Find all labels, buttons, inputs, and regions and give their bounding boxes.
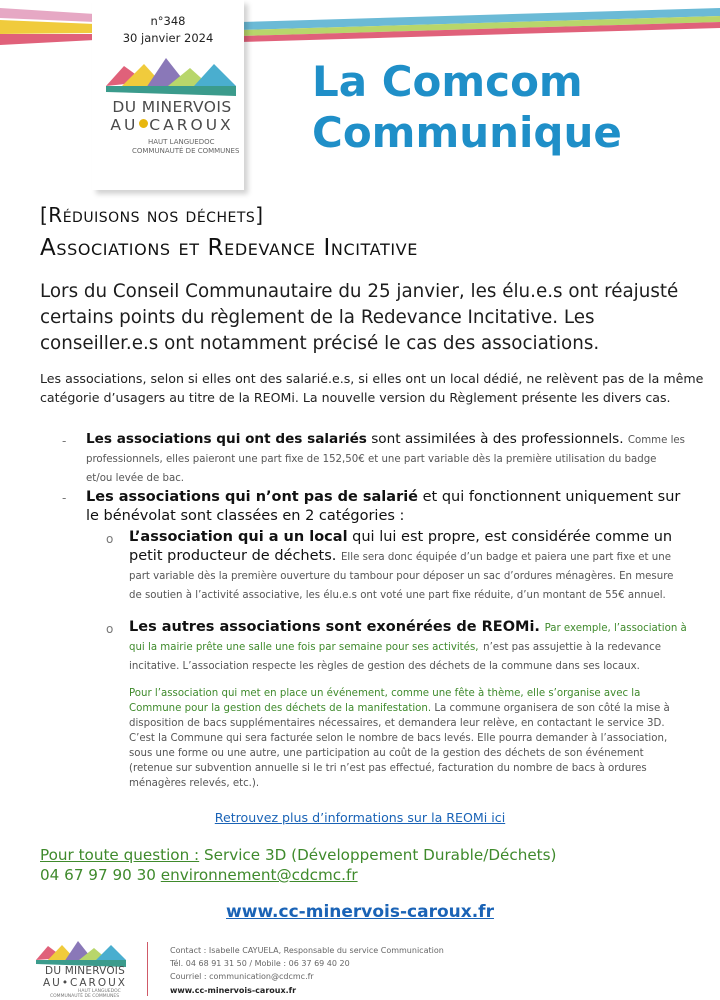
footer-logo-subtitle-2: COMMUNAUTÉ DE COMMUNES (50, 994, 120, 999)
event-paragraph: Pour l’association qui met en place un événement, comme une fête à thème, elle s’organise avec la Commune pour la gestion des déchets de la manifestation. La commune organisera de son côté la mise à disposition de bacs supplémentaires nécessaires, et demandera leur relève, en contactant le service 3D. C’est la Commune qui sera facturée selon le nombre de bacs levés. Elle pourra demander à l’association, sous une forme ou une autre, une participation au coût de la gestion des déchets de son événement (retenue sur subvention annuelle si le tri n’est pas effectué, facturation du nombre de bacs à ordures ménagères relevés, etc.). (129, 688, 670, 789)
footer-logo-line2: AU•CAROUX (42, 977, 127, 989)
phone-email-line (40, 866, 358, 884)
logo-name-line2: AU CAROUX (110, 116, 234, 134)
footer-logo-subtitle-1: HAUT LANGUEDOC (78, 989, 121, 994)
article-lead: Lors du Conseil Communautaire du 25 janvier, les élu.e.s ont réajusté certains points du règlement de la Redevance Incitative. Les conseiller.e.s ont notamment précisé le cas des associations. (40, 281, 679, 354)
phone-number: 04 67 97 90 30 (40, 866, 156, 884)
mountain-logo-icon (106, 56, 236, 102)
bullet-circle: o (106, 622, 114, 636)
sub-list-item: L’association qui a un local qui lui est propre, est considérée comme un petit producteur de déchets. Elle sera donc équipée d’un badge et paiera une part fixe et une part variable dès la première ouverture du tambour pour déposer un sac d’ordures ménagères. En mesure de soutien à l’activité associative, les élu.e.s ont voté une part fixe réduite, d’un montant de 55€ annuel. (129, 529, 674, 601)
bullet-dash: - (62, 434, 67, 448)
footer-contact: Contact : Isabelle CAYUELA, Responsable du service Communication (170, 946, 444, 955)
article-headline: Associations et Redevance Incitative (40, 235, 418, 261)
issue-box (92, 0, 244, 190)
bullet-circle: o (106, 532, 114, 546)
article-intro: Les associations, selon si elles ont des salarié.e.s, si elles ont un local dédié, ne relèvent pas de la même catégorie d’usagers au titre de la REOMi. La nouvelle version du Règlement présente les divers cas. (40, 371, 704, 405)
logo-name-line1: DU MINERVOIS (112, 98, 232, 116)
footer-website[interactable]: www.cc-minervois-caroux.fr (170, 986, 297, 995)
email-link[interactable]: environnement@cdcmc.fr (160, 866, 358, 884)
footer-email: Courriel : communication@cdcmc.fr (170, 972, 314, 981)
reomi-info-link[interactable]: Retrouvez plus d’informations sur la REOMi ici (214, 810, 506, 825)
footer-logo-line1: DU MINERVOIS (45, 965, 125, 977)
newsletter-title: La Comcom Communique (312, 57, 622, 157)
logo-subtitle-2: COMMUNAUTÉ DE COMMUNES (132, 147, 240, 155)
sub-list-item: Les autres associations sont exonérées de REOMi. Par exemple, l’association à qui la mairie prête une salle une fois par semaine pour ses activités, n’est pas assujettie à la redevance incitative. L’association respecte les règles de gestion des déchets de la commune dans ses locaux. (129, 619, 687, 672)
footer-phone: Tél. 04 68 91 31 50 / Mobile : 06 37 69 40 20 (170, 959, 350, 968)
footer-divider (147, 942, 148, 996)
logo-subtitle-1: HAUT LANGUEDOC (148, 138, 215, 146)
question-line: Pour toute question : Service 3D (Développement Durable/Déchets) (40, 846, 557, 864)
list-item: Les associations qui n’ont pas de salarié et qui fonctionnent uniquement sur le bénévolat sont classées en 2 catégories : (86, 489, 681, 524)
bullet-dash: - (62, 491, 67, 505)
logo-dot-icon (139, 119, 148, 128)
list-item: Les associations qui ont des salariés sont assimilées à des professionnels. Comme les professionnels, elles paieront une part fixe de 152,50€ et une part variable dès la première utilisation du badge et/ou levée de bac. (86, 431, 685, 484)
website-link[interactable]: www.cc-minervois-caroux.fr (226, 902, 494, 922)
issue-date: 30 janvier 2024 (122, 31, 214, 45)
article-kicker: [Réduisons nos déchets] (40, 203, 264, 227)
issue-number: n°348 (150, 14, 186, 28)
